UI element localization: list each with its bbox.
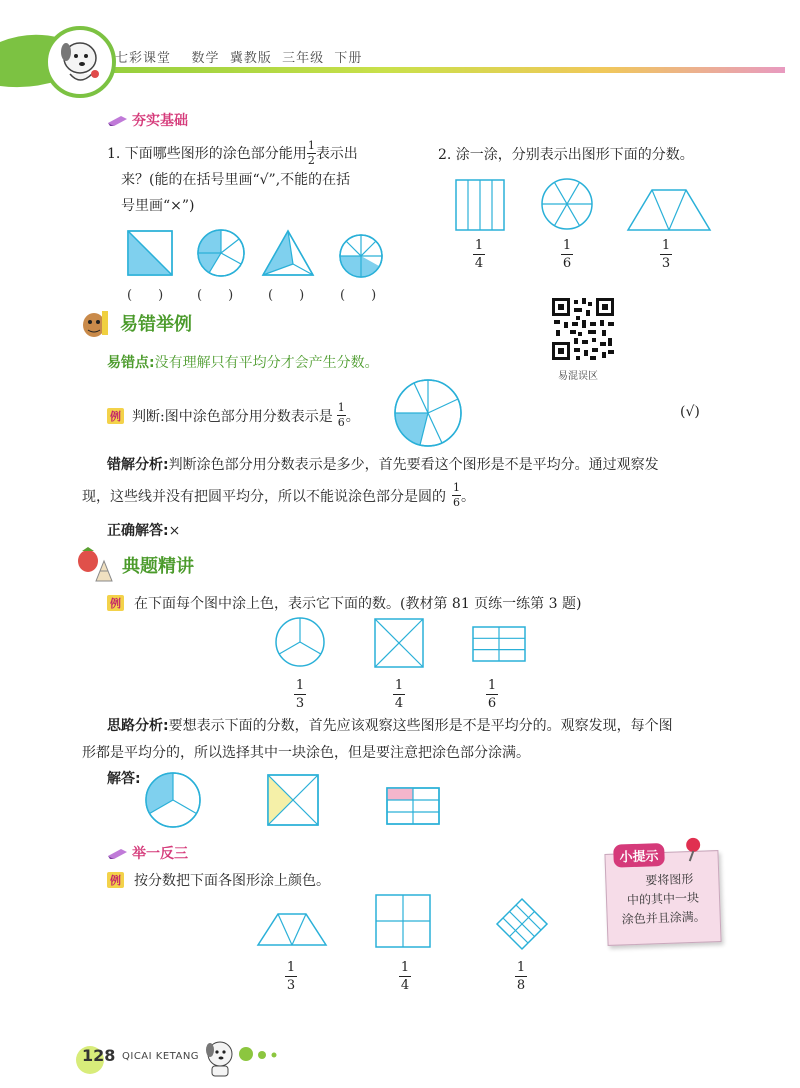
- q2-rect-quarters[interactable]: [456, 180, 504, 230]
- q1-answer-2[interactable]: ( ): [197, 288, 234, 303]
- example-square-quarters[interactable]: [375, 619, 423, 667]
- header-volume: 下册: [334, 51, 363, 66]
- page-number: 128: [82, 1046, 116, 1065]
- section-title: 夯实基础: [132, 113, 188, 129]
- analysis-label: 思路分析:: [107, 718, 169, 734]
- practice-prompt: [107, 870, 330, 890]
- practice-text: 按分数把下面各图形涂上颜色。: [134, 873, 330, 889]
- tip-line2: 中的其中一块: [626, 890, 700, 908]
- solution-shapes: [140, 770, 480, 832]
- answer-label: 正确解答:: [107, 523, 169, 539]
- q1-line2: 来？(能的在括号里画“√”,不能的在括: [121, 172, 351, 188]
- example-circle-uneven: [392, 378, 464, 448]
- section-title: 典题精讲: [122, 556, 194, 577]
- practice-fraction-1: 1 3: [286, 960, 296, 993]
- section-heading-examples: [74, 547, 194, 583]
- analysis-label: 错解分析:: [107, 457, 169, 473]
- practice-fraction-3: 1 8: [516, 960, 526, 993]
- solution-square-quarters: [268, 775, 318, 825]
- q2-fraction-3: 1 3: [661, 238, 671, 271]
- pencil-icon: [107, 846, 129, 860]
- analysis-end: 。: [461, 488, 475, 505]
- example-tag: 例: [107, 408, 124, 424]
- tip-line1: 要将图形: [645, 871, 694, 888]
- example-circle-thirds[interactable]: [276, 618, 324, 666]
- example-fraction-3: 1 6: [487, 678, 497, 711]
- mistake-point-label: 易错点:: [107, 355, 155, 371]
- q1-square-diagonal[interactable]: [128, 231, 172, 275]
- q1-shapes: [125, 228, 395, 278]
- q1-answer-4[interactable]: ( ): [340, 288, 377, 303]
- example-text: 判断:图中涂色部分用分数表示是: [132, 408, 333, 425]
- mistake-point: [107, 352, 379, 372]
- tip-line3: 涂色并且涂满。: [621, 909, 706, 927]
- analysis-line2: 现，这些线并没有把圆平均分，所以不能说涂色部分是圆的: [82, 488, 446, 505]
- section-heading-basics: [107, 110, 188, 130]
- q2-fraction-2: 1 6: [562, 238, 572, 271]
- example-tag: 例: [107, 872, 124, 888]
- tip-note: [604, 850, 721, 946]
- footer-brand: QICAI KETANG: [122, 1051, 200, 1062]
- pushpin-icon: [681, 836, 706, 863]
- section-title: 易错举例: [120, 314, 192, 335]
- mascot-icon: [76, 307, 112, 339]
- practice-square-quarters[interactable]: [376, 895, 430, 947]
- example-rect-sixths[interactable]: [473, 627, 525, 661]
- q2-circle-sixths[interactable]: [542, 179, 592, 229]
- example-shapes: [270, 617, 530, 669]
- example-fraction-2: 1 4: [394, 678, 404, 711]
- analysis-line1: 判断涂色部分用分数表示是多少，首先要看这个图形是不是平均分。通过观察发: [168, 457, 659, 473]
- analysis-line2: 形都是平均分的，所以选择其中一块涂色，但是要注意把涂色部分涂满。: [82, 745, 530, 761]
- mistake-example: [107, 402, 360, 429]
- practice-trapezoid-thirds[interactable]: [258, 914, 326, 945]
- practice-fraction-2: 1 4: [400, 960, 410, 993]
- example-prompt: [107, 593, 581, 613]
- header-grade: 三年级: [282, 51, 325, 66]
- analysis-line1: 要想表示下面的分数，首先应该观察这些图形是不是平均分的。观察发现，每个图: [168, 718, 673, 734]
- question-1: [107, 140, 407, 219]
- footer-mascot-icon: [200, 1032, 290, 1082]
- q1-triangle-split[interactable]: [263, 231, 313, 275]
- header-edition: 冀教版: [229, 51, 272, 66]
- q2-fraction-1: 1 4: [474, 238, 484, 271]
- tip-title: 小提示: [613, 843, 665, 868]
- solution-label: 解答:: [107, 771, 141, 787]
- mistake-point-text: 没有理解只有平均分才会产生分数。: [154, 355, 379, 371]
- q2-shapes: [455, 178, 715, 234]
- q1-circle-half[interactable]: [340, 235, 382, 277]
- practice-diamond-eighths[interactable]: [497, 899, 547, 949]
- q1-answer-3[interactable]: ( ): [268, 288, 305, 303]
- example-text: 在下面每个图中涂上色，表示它下面的数。(教材第 81 页练一练第 3 题): [134, 596, 582, 612]
- q1-fraction: $\frac{1}{2}$: [307, 139, 315, 167]
- section-title: 举一反三: [132, 846, 188, 862]
- q1-line1: 1. 下面哪些图形的涂色部分能用: [107, 145, 307, 162]
- qr-code[interactable]: [552, 298, 614, 360]
- q1-circle-uneven[interactable]: [198, 230, 244, 276]
- mistake-analysis-line2: [82, 482, 475, 509]
- q1-line1-tail: 表示出: [315, 145, 358, 162]
- example-mark: (√): [680, 404, 700, 420]
- q2-trapezoid-thirds[interactable]: [628, 190, 710, 230]
- example-tag: 例: [107, 595, 124, 611]
- thinking-analysis: [107, 713, 737, 739]
- header-title: [115, 47, 362, 66]
- solution-rect-sixths: [387, 788, 439, 824]
- section-heading-practice: [107, 843, 188, 863]
- example-fraction-1: 1 3: [295, 678, 305, 711]
- header-bar: [0, 0, 800, 110]
- q1-line3: 号里画“×”): [121, 198, 195, 214]
- correct-answer: [107, 520, 180, 540]
- header-subject: 数学: [191, 51, 220, 66]
- header-series: 七彩课堂: [115, 51, 172, 66]
- example-period: 。: [345, 408, 360, 425]
- practice-shapes: [256, 892, 556, 954]
- analysis-fraction: $\frac{1}{6}$: [453, 481, 460, 509]
- mistake-analysis: [107, 452, 737, 478]
- answer-value: ×: [168, 523, 181, 539]
- strawberry-mascot-icon: [74, 547, 114, 583]
- qr-caption: 易混误区: [558, 371, 598, 382]
- pencil-icon: [107, 113, 129, 127]
- q1-answer-1[interactable]: ( ): [127, 288, 164, 303]
- section-heading-mistakes: [76, 307, 192, 339]
- question-2: 2. 涂一涂，分别表示出图形下面的分数。: [438, 147, 694, 163]
- solution-circle-thirds: [146, 773, 200, 827]
- example-fraction: $\frac{1}{6}$: [337, 401, 345, 429]
